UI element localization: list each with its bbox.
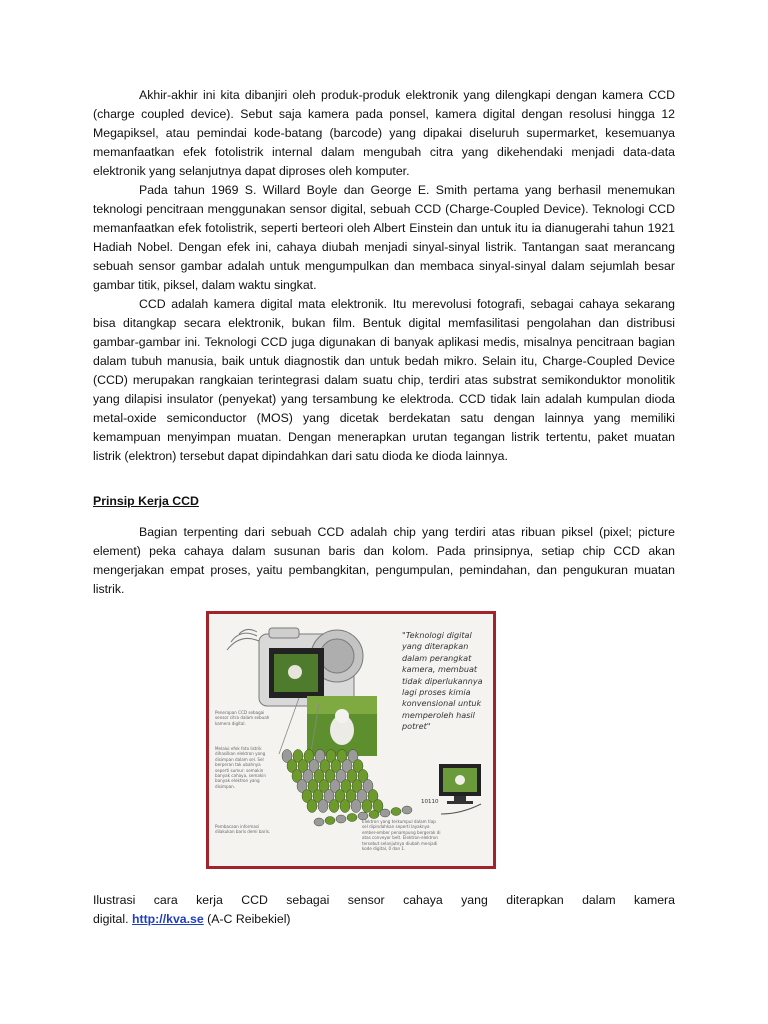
pixel-well: [351, 800, 361, 813]
pixel-well: [307, 800, 317, 813]
pixel-well: [362, 800, 372, 813]
conveyor-bucket: [380, 809, 390, 817]
figure-note-transfer: Elektron yang terkumpul dalam tiap sel dipindahkan seperti layaknya ember-ember penampung bergerak di atas conveyor belt. Elektron-elektron tersebut selanjutnya diubah menjadi kode digital, 0 dan 1.: [362, 819, 441, 852]
conveyor-bucket: [325, 817, 335, 825]
conveyor-bucket: [369, 811, 379, 819]
conveyor-bucket: [347, 814, 357, 822]
conveyor-bucket: [402, 806, 412, 814]
figure-caption-source: [93, 910, 291, 929]
figure-quote: "Teknologi digital yang diterapkan dalam perangkat kamera, membuat tidak diperlukannya lagi proses kimia konvensional untuk memperoleh hasil potret": [402, 630, 483, 732]
section-text-block: [93, 523, 675, 599]
figure-caption: Ilustrasi cara kerja CCD sebagai sensor cahaya yang diterapkan dalam kamera: [93, 893, 675, 907]
pixel-well: [329, 800, 339, 813]
caption-prefix: digital.: [93, 912, 129, 926]
figure-binary-code: 10110: [421, 799, 439, 805]
pixel-well: [340, 800, 350, 813]
paragraph-ccd-principle: Bagian terpenting dari sebuah CCD adalah chip yang terdiri atas ribuan piksel (pixel; picture element) peka cahaya dalam susunan baris dan kolom. Pada prinsipnya, setiap chip CCD akan mengerjakan empat proses, yaitu pembangkitan, pengumpulan, pemindahan, dan pengukuran muatan listrik.: [93, 525, 675, 596]
conveyor-bucket: [336, 815, 346, 823]
ccd-illustration-figure: [206, 611, 496, 869]
conveyor-bucket: [391, 808, 401, 816]
caption-credit: (A-C Reibekiel): [207, 912, 291, 926]
figure-note-camera: Penerapan CCD sebagai sensor citra dalam sebuah kamera digital.: [215, 710, 270, 726]
source-link[interactable]: http://kva.se: [131, 912, 204, 926]
paragraph-ccd-definition: CCD adalah kamera digital mata elektronik. Itu merevolusi fotografi, sebagai cahaya sekarang bisa ditangkap secara elektronik, bukan film. Bentuk digital memfasilitasi pengolahan dan distribusi gambar-gambar ini. Teknologi CCD juga digunakan di banyak aplikasi medis, misalnya pencitraan bagian dalam tubuh manusia, baik untuk diagnostik dan untuk bedah mikro. Selain itu, Charge-Coupled Device (CCD) merupakan rangkaian terintegrasi dalam suatu chip, terdiri atas substrat semikonduktor monolitik yang dilapisi insulator (penyekat) yang tersambung ke elektroda. CCD tidak lain adalah kumpulan dioda metal-oxide semiconductor (MOS) yang dicetak berdekatan satu dengan lainnya yang memiliki kemampuan menyimpan muatan. Dengan menerapkan urutan tegangan listrik tertentu, paket muatan listrik (elektron) tersebut dapat dipindahkan dari satu dioda ke dioda lainnya.: [93, 297, 675, 463]
conveyor-bucket: [314, 818, 324, 826]
figure-note-photoelectric: Melalui efek foto listrik dihasilkan elektron yang disimpan dalam sel. Sel berperan tak ubahnya seperti sumur: semakin banyak cahaya, semakin banyak elektron yang disimpan.: [215, 746, 266, 789]
paragraph-ccd-history: Pada tahun 1969 S. Willard Boyle dan George E. Smith pertama yang berhasil menemukan teknologi pencitraan menggunakan sensor digital, sebuah CCD (Charge-Coupled Device). Teknologi CCD memanfaatkan efek fotolistrik, seperti berteori oleh Albert Einstein dan untuk itu ia dianugerahi tahun 1921 Hadiah Nobel. Dengan efek ini, cahaya diubah menjadi sinyal-sinyal listrik. Tantangan saat merancang sebuah sensor gambar adalah untuk mengumpulkan dan membaca sinyal-sinyal dalam sejumlah besar gambar titik, piksel, dalam waktu singkat.: [93, 183, 675, 292]
intro-text-block: [93, 86, 675, 466]
figure-note-readout: Pembacaan informasi dilakukan baris demi baris.: [215, 824, 271, 835]
paragraph-ccd-intro: Akhir-akhir ini kita dibanjiri oleh produk-produk elektronik yang dilengkapi dengan kamera CCD (charge coupled device). Sebut saja kamera pada ponsel, kamera digital dengan resolusi hingga 12 Megapiksel, atau pemindai kode-batang (barcode) yang dipakai diseluruh supermarket, kesemuanya memanfaatkan efek fotolistrik internal dalam mengubah citra yang dikehendaki menjadi data-data elektronik yang selanjutnya dapat diproses oleh komputer.: [93, 88, 675, 178]
pixel-well: [318, 800, 328, 813]
section-heading: Prinsip Kerja CCD: [93, 494, 199, 508]
